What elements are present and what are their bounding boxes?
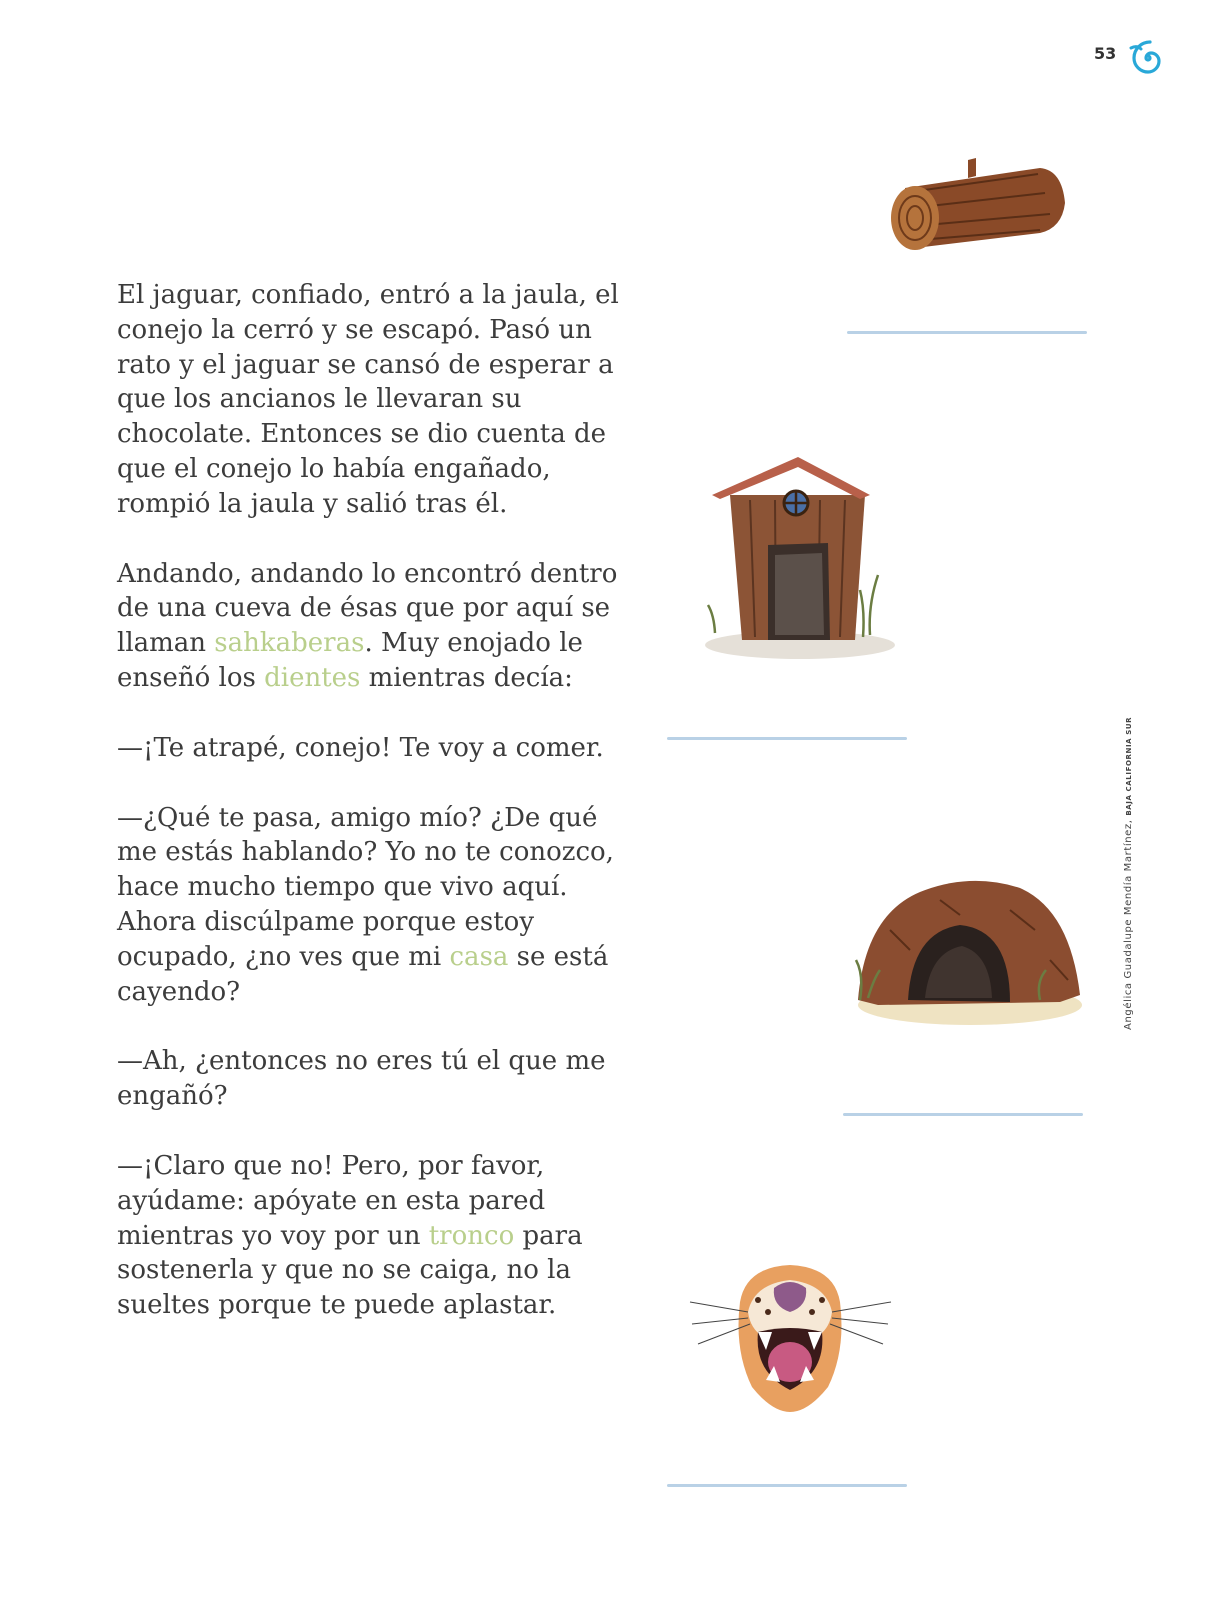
highlight-word-tronco: tronco <box>428 1220 515 1251</box>
paragraph-6: —¡Claro que no! Pero, por favor, ayúdame: apóyate en esta pared mientras yo voy por un tronco para sostenerla y que no se caiga, no la sueltes porque te puede aplastar. <box>117 1150 583 1321</box>
story-text <box>117 278 637 1358</box>
paragraph-1: El jaguar, confiado, entró a la jaula, el conejo la cerró y se escapó. Pasó un rato y el jaguar se cansó de esperar a que los ancianos le llevaran su chocolate. Entonces se dio cuenta de que el conejo lo había engañado, rompió la jaula y salió tras él. <box>117 280 619 519</box>
answer-line-2[interactable] <box>667 737 907 740</box>
page-number: 53 <box>1094 44 1117 63</box>
spiral-icon <box>1128 38 1168 78</box>
paragraph-2: Andando, andando lo encontró dentro de una cueva de ésas que por aquí se llaman sahkaberas. Muy enojado le enseñó los dientes mientras decía: <box>117 558 618 693</box>
paragraph-5: —Ah, ¿entonces no eres tú el que me engañó? <box>117 1046 606 1112</box>
log-illustration <box>880 148 1075 256</box>
paragraph-4: —¿Qué te pasa, amigo mío? ¿De qué me estás hablando? Yo no te conozco, hace mucho tiempo que vivo aquí. Ahora discúlpame porque estoy ocupado, ¿no ves que mi casa se está cayendo? <box>117 802 614 1007</box>
highlight-word-dientes: dientes <box>264 662 361 693</box>
answer-line-4[interactable] <box>667 1484 907 1487</box>
cave-illustration <box>850 870 1085 1035</box>
illustrator-credit: Angélica Guadalupe Mendía Martínez, BAJA CALIFORNIA SUR <box>1123 716 1134 1030</box>
jaguar-mouth-illustration <box>688 1262 893 1417</box>
paragraph-3: —¡Te atrapé, conejo! Te voy a comer. <box>117 732 604 763</box>
answer-line-3[interactable] <box>843 1113 1083 1116</box>
wooden-house-illustration <box>700 455 900 670</box>
highlight-word-casa: casa <box>449 941 509 972</box>
highlight-word-sahkaberas: sahkaberas <box>214 628 365 659</box>
answer-line-1[interactable] <box>847 331 1087 334</box>
